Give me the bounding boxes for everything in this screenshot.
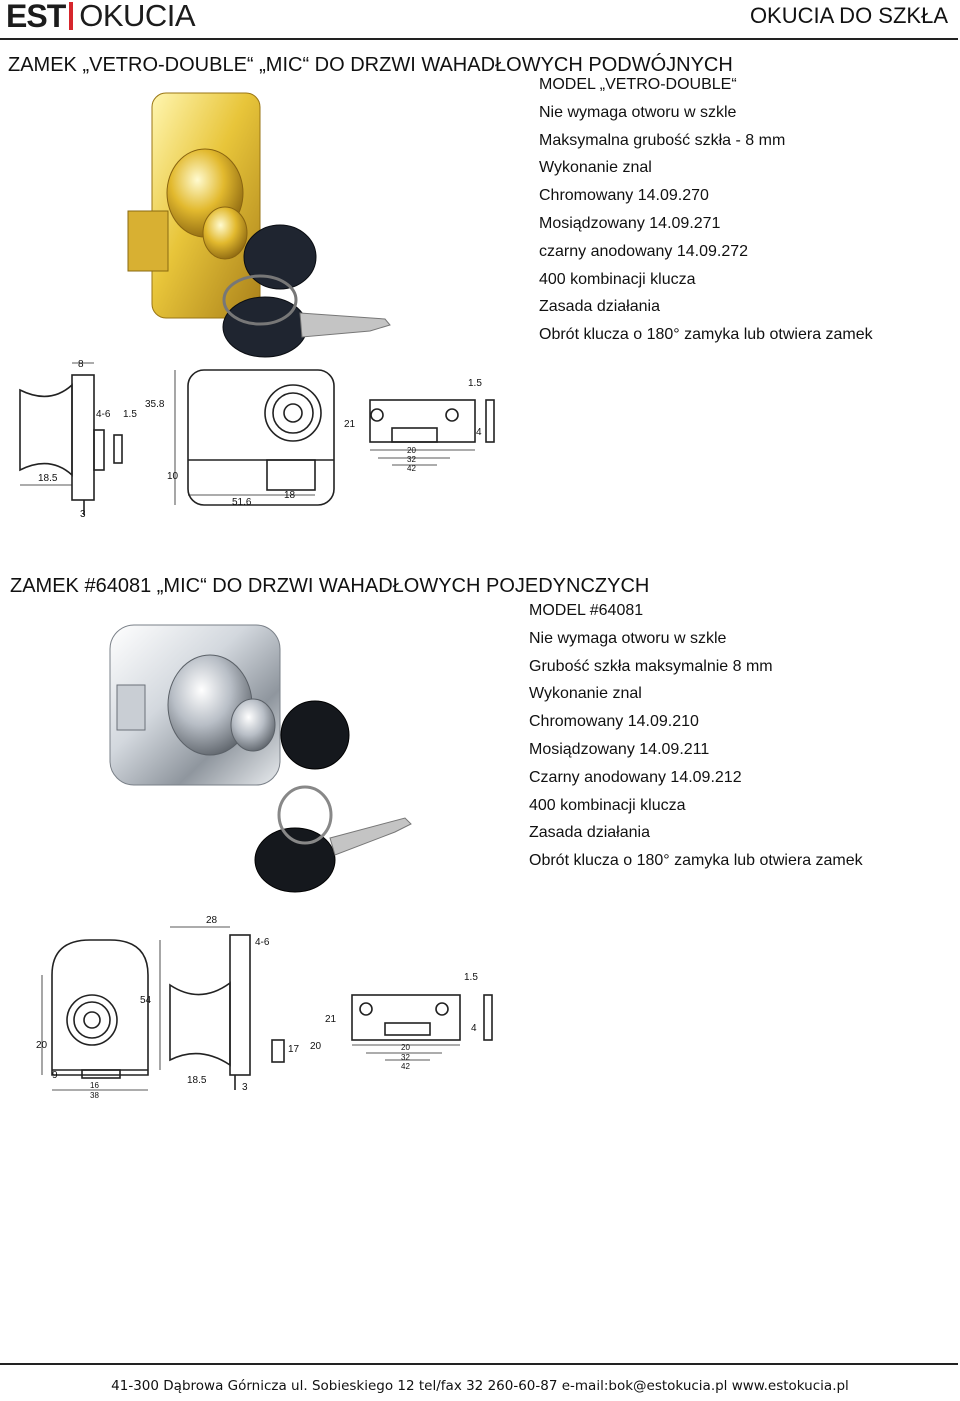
spec-line: Mosiądzowany 14.09.271 <box>539 214 721 232</box>
dim-label: 4-6 <box>96 409 111 420</box>
dim-label: 20 <box>36 1040 48 1051</box>
spec-line: Obrót klucza o 180° zamyka lub otwiera zamek <box>529 852 863 870</box>
dim-label: 10 <box>167 471 179 482</box>
spec-line: Zasada działania <box>529 824 650 842</box>
dim-label: 1.5 <box>123 409 137 420</box>
dim-label: 3 <box>242 1082 248 1093</box>
cylinder-shape <box>231 699 275 751</box>
dim-label: 18.5 <box>187 1075 207 1086</box>
spec-line: Chromowany 14.09.270 <box>539 187 709 205</box>
product-1-photo <box>120 75 410 360</box>
dim-label: 4 <box>476 427 482 438</box>
dim-label: 20 <box>310 1041 322 1052</box>
spec-line: Nie wymaga otworu w szkle <box>529 629 727 647</box>
product-1-specs <box>539 71 873 349</box>
logo-divider <box>69 2 73 30</box>
cylinder-shape <box>203 207 247 259</box>
dim-label: 35.8 <box>145 399 165 410</box>
spec-line: Zasada działania <box>539 298 660 316</box>
logo <box>6 0 195 32</box>
dim-label: 42 <box>401 1062 410 1071</box>
product-2-photo <box>105 610 425 900</box>
spec-line: MODEL „VETRO-DOUBLE“ <box>539 76 737 93</box>
spec-line: MODEL #64081 <box>529 602 644 619</box>
footer-divider <box>0 1363 958 1365</box>
spec-line: Chromowany 14.09.210 <box>529 713 699 731</box>
dim-label: 38 <box>90 1091 99 1100</box>
logo-okucia-text: OKUCIA <box>79 0 196 33</box>
dim-label: 32 <box>401 1053 410 1062</box>
spec-line: Maksymalna grubość szkła - 8 mm <box>539 131 786 149</box>
dim-label: 18.5 <box>38 473 58 484</box>
spec-line: 400 kombinacji klucza <box>539 270 696 288</box>
dim-label: 21 <box>325 1014 337 1025</box>
spec-line: czarny anodowany 14.09.272 <box>539 242 749 260</box>
product-1-technical-drawing <box>10 355 520 525</box>
dim-label: 20 <box>407 446 416 455</box>
header-divider <box>0 38 958 40</box>
spec-line: Wykonanie znal <box>529 685 642 703</box>
spec-line: Obrót klucza o 180° zamyka lub otwiera zamek <box>539 326 873 344</box>
dim-label: 42 <box>407 464 416 473</box>
spec-line: Grubość szkła maksymalnie 8 mm <box>529 657 773 675</box>
dim-label: 1.5 <box>464 972 478 983</box>
dim-label: 28 <box>206 915 218 926</box>
dim-label: 4 <box>471 1023 477 1034</box>
dim-label: 32 <box>407 455 416 464</box>
dim-label: 54 <box>140 995 152 1006</box>
dim-label: 8 <box>78 359 84 370</box>
dim-label: 18 <box>284 490 296 501</box>
spec-line: Mosiądzowany 14.09.211 <box>529 740 710 758</box>
dim-label: 17 <box>288 1044 300 1055</box>
spec-line: Czarny anodowany 14.09.212 <box>529 768 742 786</box>
bolt-shape <box>117 685 145 730</box>
footer-contact: 41-300 Dąbrowa Górnicza ul. Sobieskiego 12 tel/fax 32 260-60-87 e-mail:bok@estokucia.pl www.estokucia.pl <box>111 1378 849 1394</box>
dim-label: 4-6 <box>255 937 270 948</box>
spec-line: Nie wymaga otworu w szkle <box>539 103 737 121</box>
dim-label: 1.5 <box>468 378 482 389</box>
dim-label: 51.6 <box>232 497 252 508</box>
spec-line: 400 kombinacji klucza <box>529 796 686 814</box>
dim-label: 3 <box>80 509 86 520</box>
bolt-shape <box>128 211 168 271</box>
product-2-technical-drawing <box>30 905 510 1105</box>
product-2-specs <box>529 597 863 875</box>
product-2-title: ZAMEK #64081 „MIC“ DO DRZWI WAHADŁOWYCH POJEDYNCZYCH <box>10 575 650 597</box>
logo-est-text: EST <box>6 0 66 34</box>
dim-label: 9 <box>52 1070 58 1081</box>
dim-label: 21 <box>344 419 356 430</box>
spec-line: Wykonanie znal <box>539 159 652 177</box>
category-title: OKUCIA DO SZKŁA <box>749 3 948 28</box>
product-1-title: ZAMEK „VETRO-DOUBLE“ „MIC“ DO DRZWI WAHADŁOWYCH PODWÓJNYCH <box>8 54 733 76</box>
dim-label: 20 <box>401 1043 410 1052</box>
dim-label: 16 <box>90 1081 99 1090</box>
